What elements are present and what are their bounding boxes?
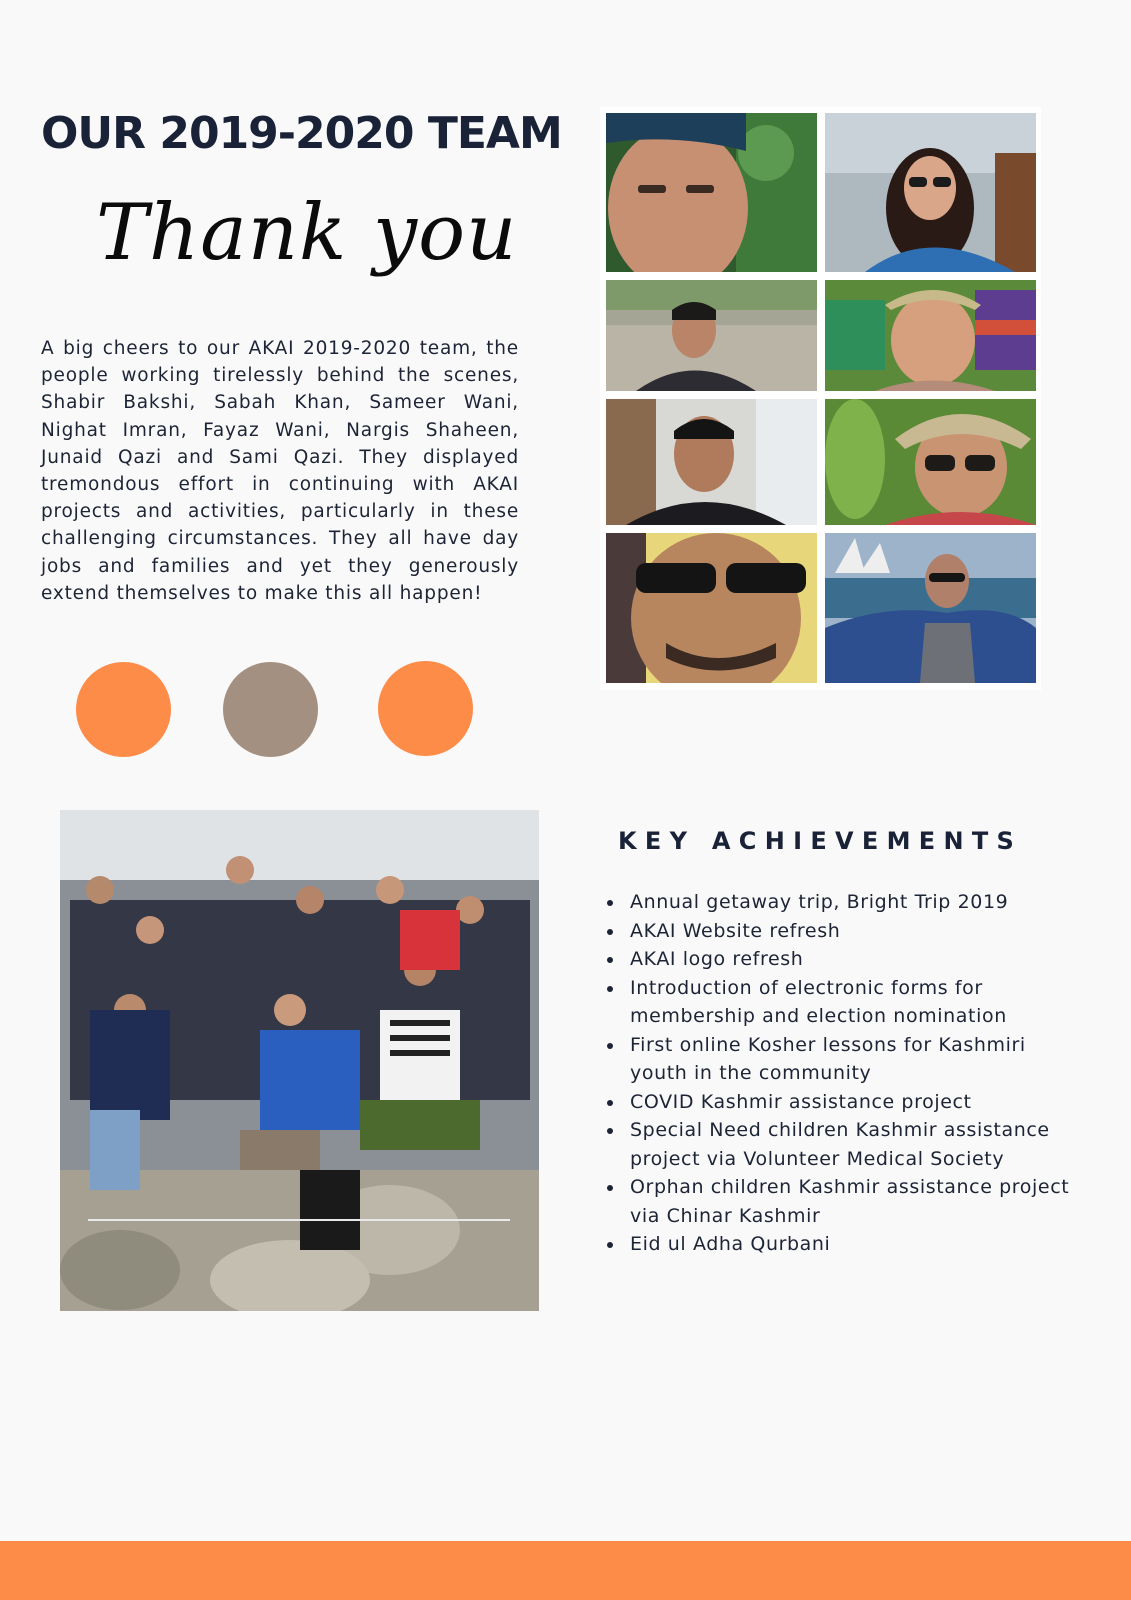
group-photo	[60, 810, 539, 1311]
team-photo-2	[825, 113, 1036, 272]
achievement-item: Eid ul Adha Qurbani	[630, 1230, 1070, 1259]
team-photo-grid	[600, 107, 1041, 690]
team-photo-5	[606, 399, 817, 525]
achievement-item: First online Kosher lessons for Kashmiri youth in the community	[630, 1031, 1070, 1088]
intro-paragraph: A big cheers to our AKAI 2019-2020 team, the people working tirelessly behind the scenes, Shabir Bakshi, Sabah Khan, Sameer Wani, Nighat Imran, Fayaz Wani, Nargis Shaheen, Junaid Qazi and Sami Qazi. They displayed tremondous effort in continuing with AKAI projects and activities, particularly in these challenging circumstances. They all have day jobs and families and yet they generously extend themselves to make this all happen!	[41, 338, 519, 604]
decor-circle-orange-right	[378, 661, 473, 756]
thank-you-script: Thank you	[96, 188, 518, 278]
achievement-item: Special Need children Kashmir assistance project via Volunteer Medical Society	[630, 1116, 1070, 1173]
achievement-item: Introduction of electronic forms for membership and election nomination	[630, 974, 1070, 1031]
achievement-item: Annual getaway trip, Bright Trip 2019	[630, 888, 1070, 917]
team-photo-4	[825, 280, 1036, 391]
footer-bar	[0, 1541, 1131, 1600]
achievement-item: AKAI Website refresh	[630, 917, 1070, 946]
key-achievements-title: KEY ACHIEVEMENTS	[618, 827, 1023, 855]
key-achievements-list	[630, 888, 1070, 1259]
team-photo-8	[825, 533, 1036, 683]
decor-circle-taupe	[223, 662, 318, 757]
decor-circle-orange-left	[76, 662, 171, 757]
team-photo-3	[606, 280, 817, 391]
achievement-item: Orphan children Kashmir assistance project via Chinar Kashmir	[630, 1173, 1070, 1230]
achievement-item: COVID Kashmir assistance project	[630, 1088, 1070, 1117]
team-photo-7	[606, 533, 817, 683]
team-photo-6	[825, 399, 1036, 525]
page-title: OUR 2019-2020 TEAM	[41, 108, 562, 159]
team-photo-1	[606, 113, 817, 272]
achievement-item: AKAI logo refresh	[630, 945, 1070, 974]
